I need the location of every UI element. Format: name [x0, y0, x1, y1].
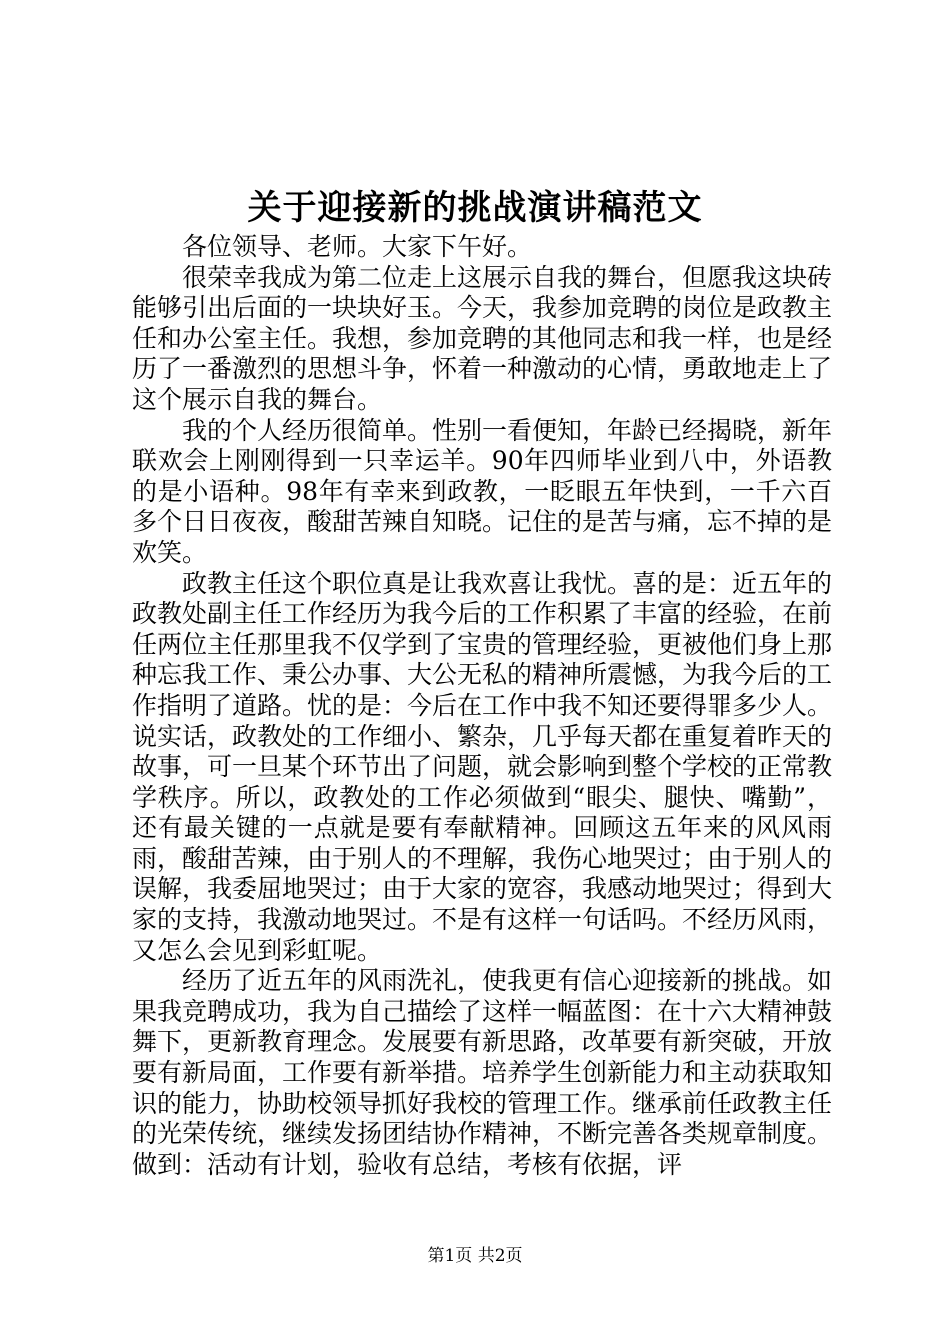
document-body [132, 232, 832, 1180]
page-footer: 第1页 共2页 [427, 1246, 523, 1266]
paragraph-position-reflection: 政教主任这个职位真是让我欢喜让我忧。喜的是：近五年的政教处副主任工作经历为我今后的工作积累了丰富的经验，在前任两位主任那里我不仅学到了宝贵的管理经验，更被他们身上那种忘我工作、秉公办事、大公无私的精神所震憾，为我今后的工作指明了道路。忧的是：今后在工作中我不知还要得罪多少人。说实话，政教处的工作细小、繁杂，几乎每天都在重复着昨天的故事，可一旦某个环节出了问题，就会影响到整个学校的正常教学秩序。所以，政教处的工作必须做到“眼尖、腿快、嘴勤”，还有最关键的一点就是要有奉献精神。回顾这五年来的风风雨雨，酸甜苦辣，由于别人的不理解，我伤心地哭过；由于别人的误解，我委屈地哭过；由于大家的宽容，我感动地哭过；得到大家的支持，我激动地哭过。不是有这样一句话吗。不经历风雨，又怎么会见到彩虹呢。 [132, 568, 833, 965]
paragraph-future-plan: 经历了近五年的风雨洗礼，使我更有信心迎接新的挑战。如果我竞聘成功，我为自己描绘了这样一幅蓝图：在十六大精神鼓舞下，更新教育理念。发展要有新思路，改革要有新突破，开放要有新局面，工作要有新举措。培养学生创新能力和主动获取知识的能力，协助校领导抓好我校的管理工作。继承前任政教主任的光荣传统，继续发扬团结协作精神，不断完善各类规章制度。做到：活动有计划，验收有总结，考核有依据，评 [132, 966, 833, 1179]
document-title: 关于迎接新的挑战演讲稿范文 [247, 188, 703, 228]
paragraph-personal-experience: 我的个人经历很简单。性别一看便知，年龄已经揭晓，新年联欢会上刚刚得到一只幸运羊。90年四师毕业到八中，外语教的是小语种。98年有幸来到政教，一眨眼五年快到，一千六百多个日日夜夜，酸甜苦辣自知晓。记住的是苦与痛，忘不掉的是欢笑。 [132, 415, 833, 567]
paragraph-introduction: 很荣幸我成为第二位走上这展示自我的舞台，但愿我这块砖能够引出后面的一块块好玉。今天，我参加竞聘的岗位是政教主任和办公室主任。我想，参加竞聘的其他同志和我一样，也是经历了一番激烈的思想斗争，怀着一种激动的心情，勇敢地走上了这个展示自我的舞台。 [132, 262, 833, 414]
paragraph-greeting: 各位领导、老师。大家下午好。 [182, 232, 533, 261]
